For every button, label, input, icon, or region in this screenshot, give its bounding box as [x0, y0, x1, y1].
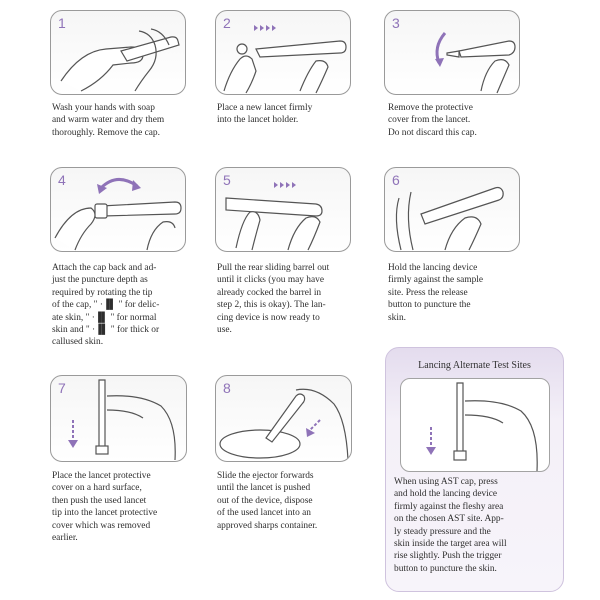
- step-4-caption: Attach the cap back and ad- just the puncture depth as required by rotating the tip of the cap, " ·▐▌ " for delic- ate skin, " ·▐▌ " for normal skin and " ·▐▌ " for thick or callused skin.: [52, 263, 160, 348]
- step-3-caption: Remove the protective cover from the lancet. Do not discard this cap.: [388, 103, 477, 138]
- step-4-number: 4: [58, 172, 66, 188]
- step-6-caption: Hold the lancing device firmly against the sample site. Press the release button to puncture the skin.: [388, 263, 484, 323]
- remove-cover-icon: [385, 11, 519, 94]
- ast-illustration: [400, 378, 550, 472]
- ast-press-icon: [401, 379, 549, 471]
- pull-barrel-icon: [216, 168, 350, 251]
- press-release-icon: [385, 168, 519, 251]
- step-3-illustration: [384, 10, 520, 95]
- step-8-illustration: [215, 375, 352, 462]
- wash-hands-icon: [51, 11, 185, 94]
- push-lancet-icon: [51, 376, 186, 461]
- step-6-illustration: [384, 167, 520, 252]
- ast-section: [385, 347, 564, 592]
- step-3-number: 3: [392, 15, 400, 31]
- step-7-number: 7: [58, 380, 66, 396]
- step-2-caption: Place a new lancet firmly into the lancet holder.: [217, 103, 313, 126]
- insert-lancet-icon: [216, 11, 350, 94]
- step-7-caption: Place the lancet protective cover on a hard surface, then push the used lancet tip into the lancet protective cover which was removed earlier.: [52, 471, 158, 544]
- step-1-illustration: [50, 10, 186, 95]
- step-4-illustration: [50, 167, 186, 252]
- ast-caption: When using AST cap, press and hold the lancing device firmly against the fleshy area on the chosen AST site. App- ly steady pressure and the skin inside the target area will rise slightly. Push the trigger button to puncture the skin.: [394, 477, 507, 574]
- ast-title: Lancing Alternate Test Sites: [418, 360, 531, 371]
- step-1-number: 1: [58, 15, 66, 31]
- step-7-illustration: [50, 375, 187, 462]
- eject-lancet-icon: [216, 376, 351, 461]
- step-5-illustration: [215, 167, 351, 252]
- rotate-cap-icon: [51, 168, 185, 251]
- step-8-number: 8: [223, 380, 231, 396]
- step-5-caption: Pull the rear sliding barrel out until it clicks (you may have already cocked the barrel in step 2, this is okay). The lan- cing device is now ready to use.: [217, 263, 330, 336]
- step-1-caption: Wash your hands with soap and warm water and dry them thoroughly. Remove the cap.: [52, 103, 165, 138]
- step-2-number: 2: [223, 15, 231, 31]
- step-5-number: 5: [223, 172, 231, 188]
- step-8-caption: Slide the ejector forwards until the lancet is pushed out of the device, dispose of the used lancet into an approved sharps container.: [217, 471, 318, 531]
- step-6-number: 6: [392, 172, 400, 188]
- step-2-illustration: [215, 10, 351, 95]
